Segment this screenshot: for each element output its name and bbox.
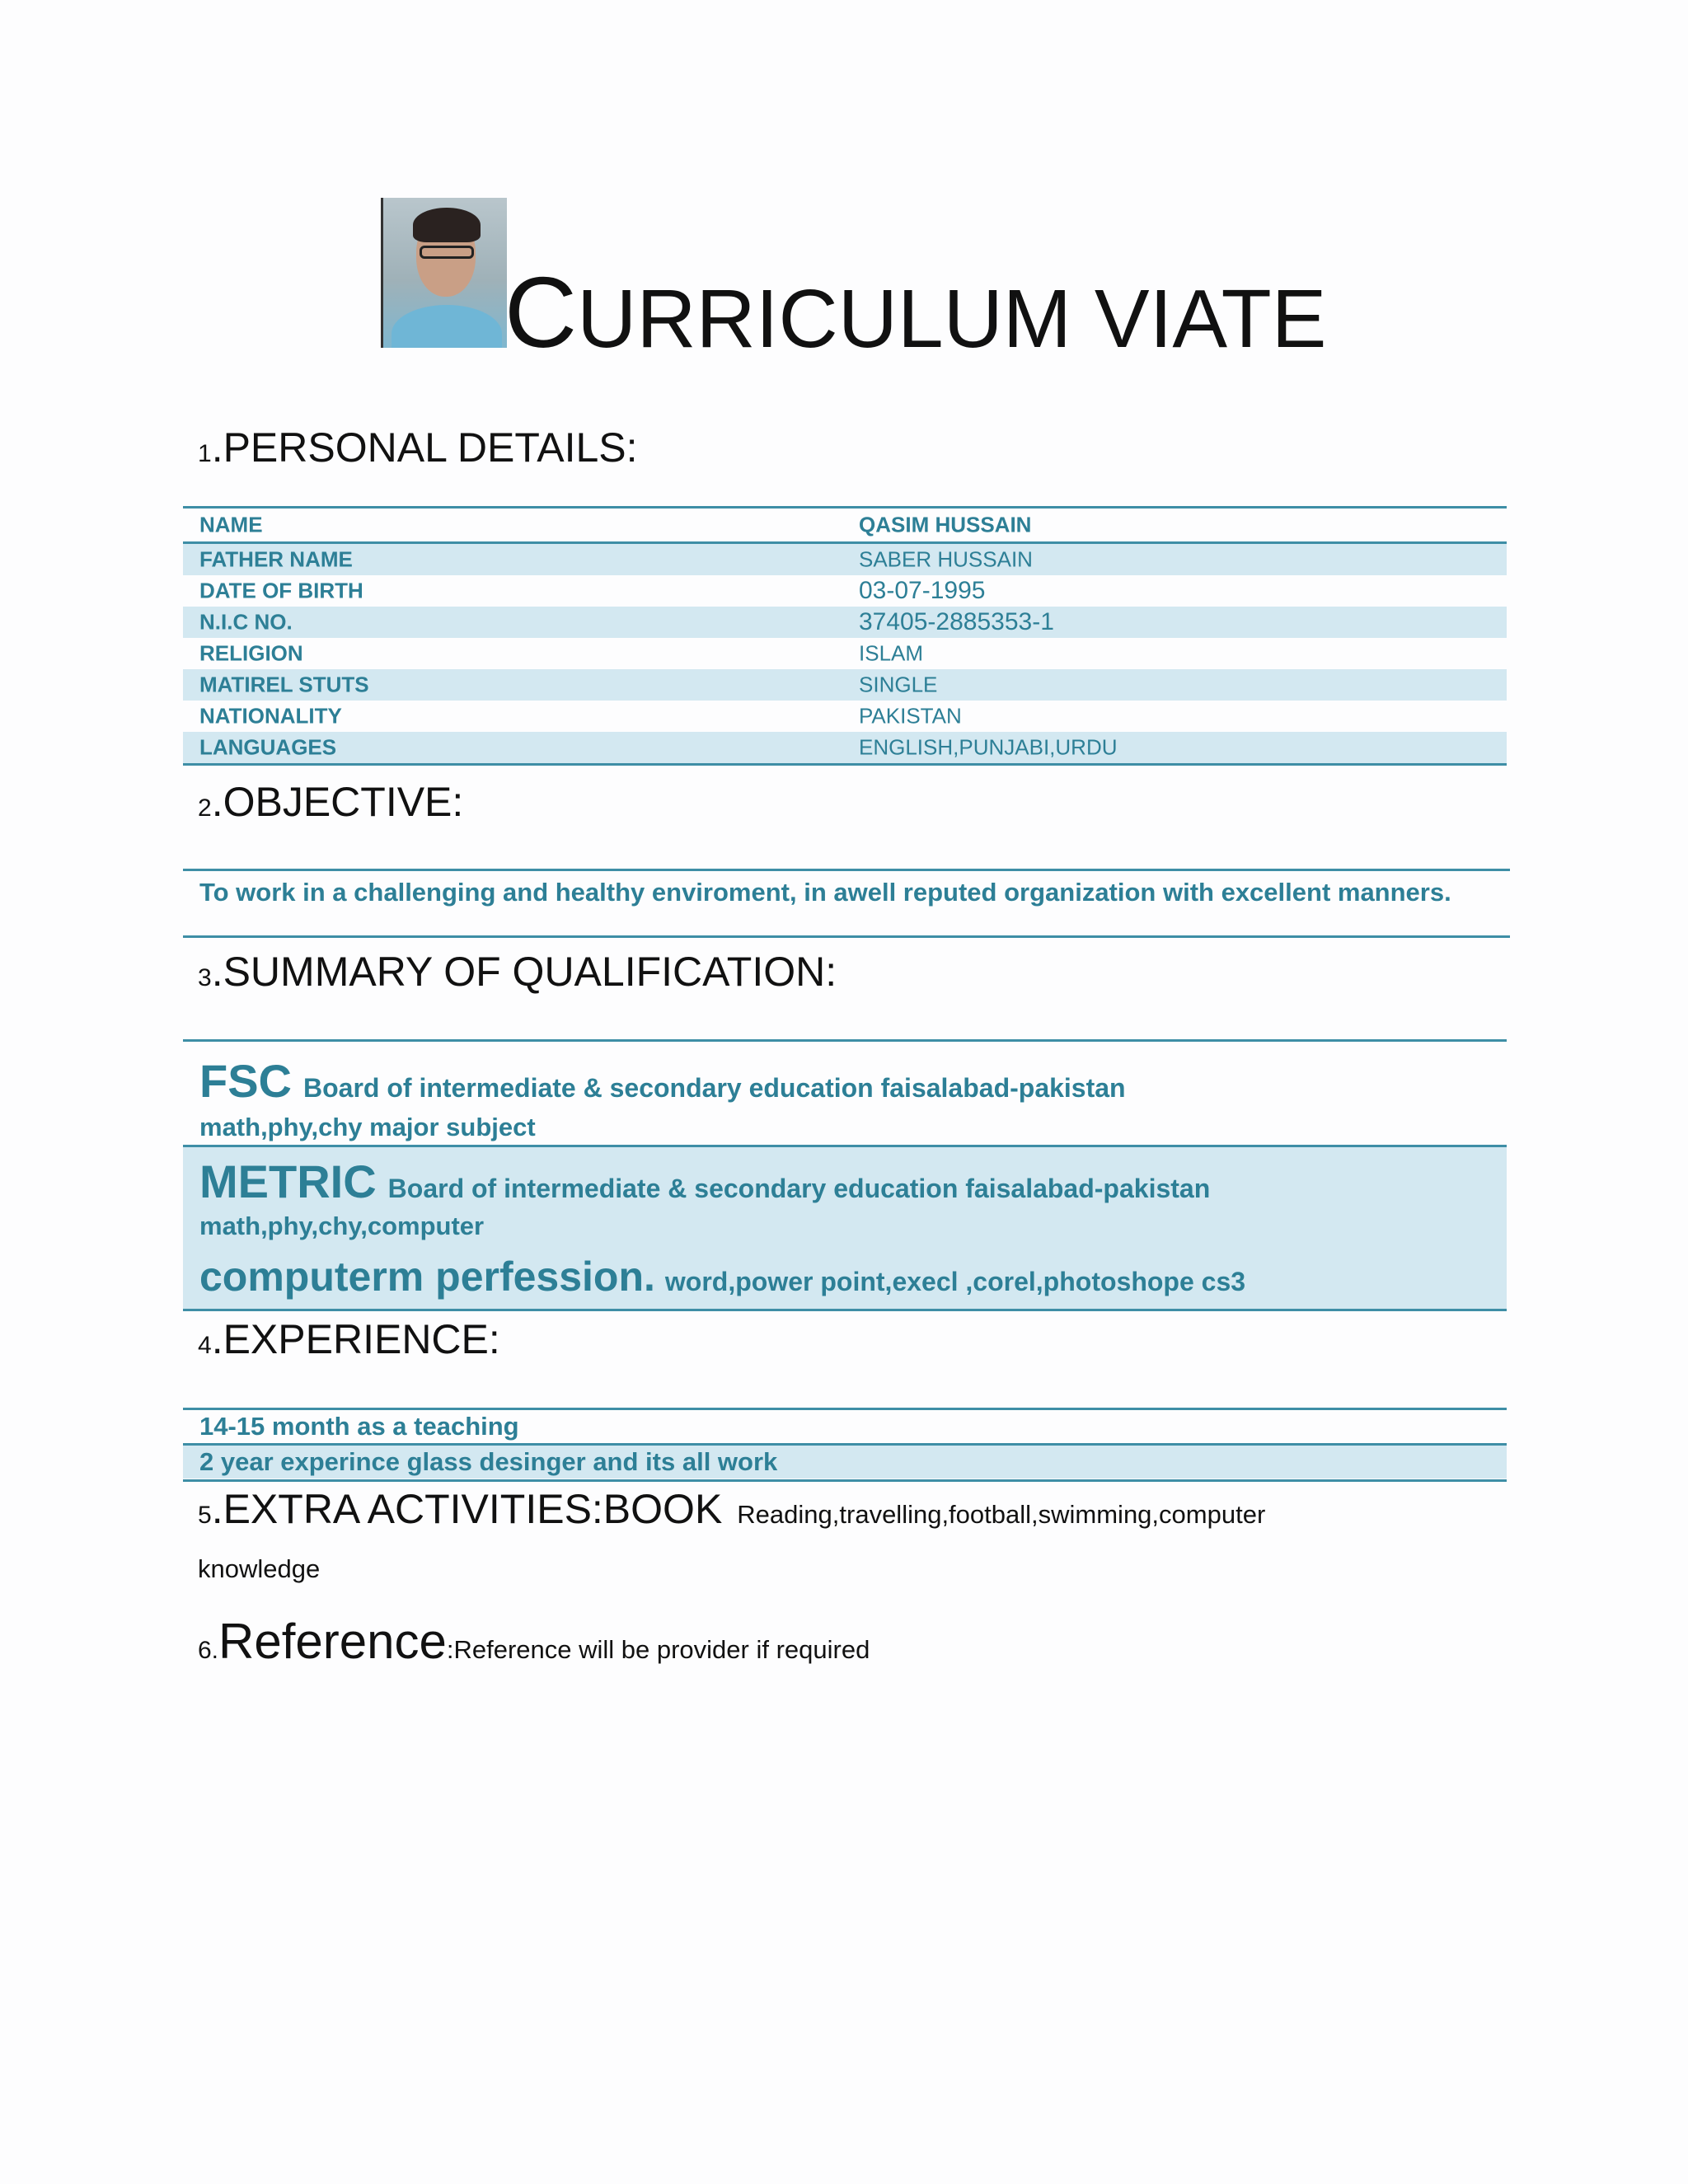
row-value: ISLAM: [859, 640, 924, 666]
table-row: [183, 669, 1507, 701]
metric-line: [199, 1155, 1211, 1207]
experience-box: [183, 1408, 1507, 1482]
table-row: [183, 607, 1507, 638]
table-row: [183, 509, 1507, 544]
qualification-box: [183, 1039, 1507, 1311]
section-number: 2: [198, 794, 212, 822]
section-number: 3: [198, 964, 212, 991]
activities-text: Reading,travelling,football,swimming,computer: [737, 1500, 1266, 1529]
section-title: .OBJECTIVE:: [211, 779, 464, 825]
activities-continuation: knowledge: [198, 1554, 321, 1583]
fsc-line: [199, 1055, 1126, 1107]
metric-subjects: math,phy,chy,computer: [199, 1212, 485, 1240]
row-label: MATIREL STUTS: [199, 672, 369, 697]
metric-board: Board of intermediate & secondary education faisalabad-pakistan: [387, 1174, 1211, 1203]
row-value: 03-07-1995: [859, 577, 986, 604]
metric-degree: METRIC: [199, 1155, 377, 1207]
row-value: 37405-2885353-1: [859, 608, 1054, 635]
row-value: PAKISTAN: [859, 703, 962, 729]
section-number: 4: [198, 1332, 212, 1359]
row-label: NATIONALITY: [199, 703, 342, 729]
section-number: 5: [198, 1502, 212, 1529]
table-row: [183, 575, 1507, 607]
row-label: NAME: [199, 512, 263, 537]
table-row: [183, 638, 1507, 669]
profile-photo: [381, 198, 507, 348]
list-item: [183, 1443, 1507, 1479]
experience-item: 2 year experince glass desinger and its all work: [199, 1447, 778, 1476]
row-label: N.I.C NO.: [199, 609, 293, 635]
metric-block: [183, 1145, 1507, 1309]
section-number: 6.: [198, 1637, 219, 1664]
row-value: ENGLISH,PUNJABI,URDU: [859, 734, 1118, 760]
objective-box: [183, 869, 1510, 938]
photo-glasses: [420, 246, 474, 259]
title-rest: URRICULUM VIATE: [577, 273, 1327, 365]
experience-item: 14-15 month as a teaching: [199, 1412, 519, 1441]
section-title: .EXPERIENCE:: [211, 1316, 500, 1362]
photo-shirt: [392, 305, 502, 348]
reference: [198, 1614, 870, 1669]
table-row: [183, 732, 1507, 763]
computer-line: [199, 1254, 1246, 1300]
photo-hair: [413, 208, 481, 242]
row-value: SABER HUSSAIN: [859, 546, 1033, 572]
section-title: .PERSONAL DETAILS:: [211, 424, 638, 471]
fsc-degree: FSC: [199, 1055, 292, 1107]
objective-text: To work in a challenging and healthy enviroment, in awell reputed organization with excellent manners.: [199, 878, 1451, 907]
reference-text: :Reference will be provider if required: [446, 1635, 870, 1664]
row-value: QASIM HUSSAIN: [859, 512, 1032, 537]
title-initial: C: [504, 256, 578, 368]
list-item: [183, 1410, 1507, 1443]
table-row: [183, 544, 1507, 575]
qualification-heading: [198, 949, 837, 995]
section-title: Reference: [218, 1614, 447, 1669]
experience-heading: [198, 1316, 500, 1362]
row-label: LANGUAGES: [199, 734, 337, 760]
row-label: FATHER NAME: [199, 546, 353, 572]
computer-skills: word,power point,execl ,corel,photoshope cs3: [664, 1267, 1246, 1296]
section-title: .SUMMARY OF QUALIFICATION:: [211, 949, 837, 995]
computer-label: computerm perfession.: [199, 1254, 655, 1300]
personal-details-table: [183, 506, 1507, 766]
row-label: RELIGION: [199, 640, 303, 666]
row-label: DATE OF BIRTH: [199, 578, 363, 603]
section-title: .EXTRA ACTIVITIES:BOOK: [211, 1486, 723, 1532]
fsc-board: Board of intermediate & secondary education faisalabad-pakistan: [303, 1073, 1126, 1103]
fsc-subjects: math,phy,chy major subject: [199, 1113, 536, 1141]
section-number: 1: [198, 440, 212, 467]
extra-activities: [198, 1488, 1265, 1530]
table-row: [183, 701, 1507, 732]
row-value: SINGLE: [859, 672, 938, 697]
page-title: [504, 256, 1327, 368]
objective-heading: [198, 781, 463, 823]
personal-heading: [198, 424, 638, 471]
